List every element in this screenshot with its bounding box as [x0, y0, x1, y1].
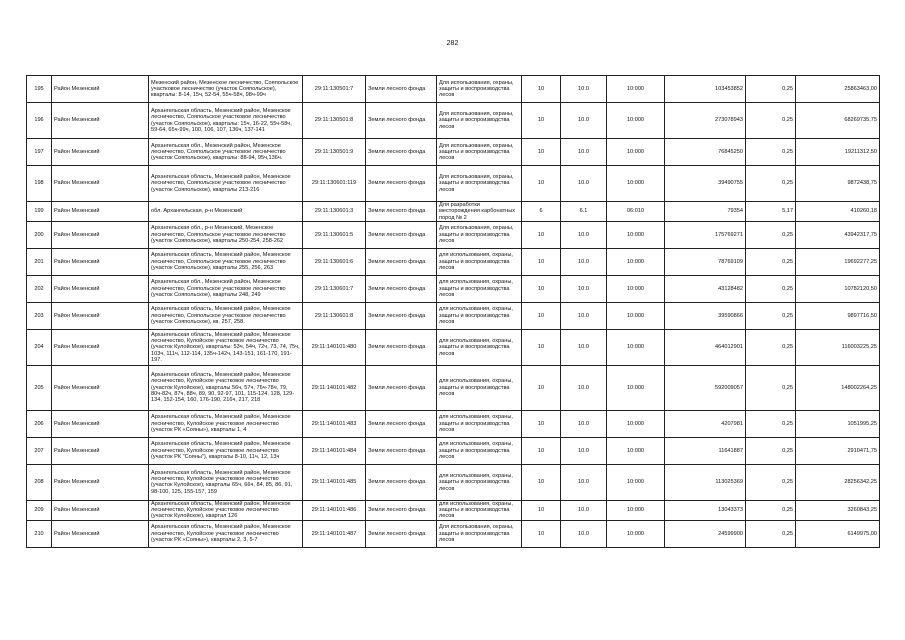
- cadastral-value-cell: 410260,18: [796, 202, 880, 222]
- area-cell: 4207981: [665, 410, 746, 437]
- group-code-cell: 10: [522, 166, 561, 202]
- district-cell: Район Мезенский: [52, 437, 149, 464]
- row-number: 202: [27, 275, 52, 302]
- permitted-use-cell: Для использования, охраны, защиты и воспроизводства лесов: [437, 76, 522, 103]
- cadastral-value-cell: 6149975,00: [796, 520, 880, 547]
- row-number: 197: [27, 139, 52, 166]
- group-code-cell: 10: [522, 275, 561, 302]
- permitted-use-cell: для использования, охраны, защиты и воспроизводства лесов: [437, 329, 522, 365]
- area-cell: 592009057: [665, 365, 746, 410]
- rate-cell: 0,25: [746, 103, 796, 139]
- table-row: [27, 275, 880, 302]
- subgroup-code-cell: 10.0: [561, 410, 607, 437]
- type-code-cell: 10:000: [607, 76, 665, 103]
- location-cell: Архангельская область, Мезенский район, Мезенское лесничество, Сояпольское участковое лесничество (участок Сояпольское), кв. 257, 258.: [149, 302, 303, 329]
- area-cell: 103453852: [665, 76, 746, 103]
- area-cell: 76845250: [665, 139, 746, 166]
- land-category-cell: Земли лесного фонда: [366, 365, 437, 410]
- rate-cell: 0,25: [746, 365, 796, 410]
- subgroup-code-cell: 10.0: [561, 500, 607, 520]
- permitted-use-cell: Для использования, охраны, защиты и воспроизводства лесов: [437, 166, 522, 202]
- table-row: [27, 437, 880, 464]
- type-code-cell: 10:000: [607, 139, 665, 166]
- district-cell: Район Мезенский: [52, 464, 149, 500]
- area-cell: 78769109: [665, 248, 746, 275]
- rate-cell: 0,25: [746, 221, 796, 248]
- area-cell: 464012901: [665, 329, 746, 365]
- area-cell: 79354: [665, 202, 746, 222]
- rate-cell: 0,25: [746, 302, 796, 329]
- rate-cell: 0,25: [746, 520, 796, 547]
- permitted-use-cell: Для использования, охраны, защиты и воспроизводства лесов: [437, 139, 522, 166]
- cadastral-number-cell: 29:11:130601:3: [303, 202, 366, 222]
- district-cell: Район Мезенский: [52, 275, 149, 302]
- cadastral-value-cell: 43942317,75: [796, 221, 880, 248]
- subgroup-code-cell: 6.1: [561, 202, 607, 222]
- subgroup-code-cell: 10.0: [561, 248, 607, 275]
- group-code-cell: 10: [522, 302, 561, 329]
- page-number: 282: [446, 40, 459, 47]
- row-number: 208: [27, 464, 52, 500]
- land-category-cell: Земли лесного фонда: [366, 520, 437, 547]
- land-category-cell: Земли лесного фонда: [366, 437, 437, 464]
- land-category-cell: Земли лесного фонда: [366, 166, 437, 202]
- area-cell: 13043373: [665, 500, 746, 520]
- group-code-cell: 10: [522, 139, 561, 166]
- group-code-cell: 10: [522, 410, 561, 437]
- cadastral-value-cell: 25863463,00: [796, 76, 880, 103]
- rate-cell: 0,25: [746, 139, 796, 166]
- area-cell: 39490755: [665, 166, 746, 202]
- location-cell: Архангельская область, Мезенский район, Мезенское лесничество, Кулойское участковое лесничество (участок Кулойское), квартал 126: [149, 500, 303, 520]
- cadastral-number-cell: 29:11:140101:485: [303, 464, 366, 500]
- type-code-cell: 10:000: [607, 410, 665, 437]
- row-number: 200: [27, 221, 52, 248]
- rate-cell: 0,25: [746, 166, 796, 202]
- group-code-cell: 10: [522, 365, 561, 410]
- subgroup-code-cell: 10.0: [561, 302, 607, 329]
- cadastral-value-cell: 9897716,50: [796, 302, 880, 329]
- location-cell: Архангельская обл., Мезенский район, Мезенское лесничество, Сояпольское участковое лесничество (участок Сояпольское), кварталы: 88-94, 95ч,136ч.: [149, 139, 303, 166]
- type-code-cell: 10:000: [607, 302, 665, 329]
- permitted-use-cell: для использования, охраны, защиты и воспроизводства лесов: [437, 500, 522, 520]
- row-number: 206: [27, 410, 52, 437]
- type-code-cell: 10:000: [607, 166, 665, 202]
- area-cell: 11641887: [665, 437, 746, 464]
- location-cell: Архангельская обл., р-н Мезенский, Мезенское лесничество, Сояпольское участковое лесничество (участок Сояпольское), кварталы 250-254, 258-262: [149, 221, 303, 248]
- district-cell: Район Мезенский: [52, 365, 149, 410]
- cadastral-value-cell: 1051995,25: [796, 410, 880, 437]
- permitted-use-cell: Для разработки месторождения карбонатных пород № 2: [437, 202, 522, 222]
- district-cell: Район Мезенский: [52, 500, 149, 520]
- permitted-use-cell: Для использования, охраны, защиты и воспроизводства лесов: [437, 221, 522, 248]
- area-cell: 175769271: [665, 221, 746, 248]
- land-category-cell: Земли лесного фонда: [366, 139, 437, 166]
- rate-cell: 0,25: [746, 410, 796, 437]
- table-row: [27, 221, 880, 248]
- district-cell: Район Мезенский: [52, 221, 149, 248]
- type-code-cell: 10:000: [607, 464, 665, 500]
- table-row: [27, 166, 880, 202]
- row-number: 201: [27, 248, 52, 275]
- group-code-cell: 10: [522, 520, 561, 547]
- location-cell: Архангельская область, Мезенский район, Мезенское лесничество, Кулойское участковое лесничество (участок Кулойское), кварталы 65ч, 66ч, 84, 85, 86, 91, 98-100, 125, 155-157, 159: [149, 464, 303, 500]
- table-row: [27, 365, 880, 410]
- row-number: 209: [27, 500, 52, 520]
- cadastral-value-cell: 3260843,25: [796, 500, 880, 520]
- group-code-cell: 10: [522, 437, 561, 464]
- cadastral-number-cell: 29:11:130501:8: [303, 103, 366, 139]
- cadastral-number-cell: 29:11:130601:6: [303, 248, 366, 275]
- cadastral-value-cell: 19211312,50: [796, 139, 880, 166]
- group-code-cell: 6: [522, 202, 561, 222]
- cadastral-number-cell: 29:11:130601:8: [303, 302, 366, 329]
- permitted-use-cell: Для использования, охраны, защиты и воспроизводства лесов: [437, 520, 522, 547]
- location-cell: Архангельская область, Мезенский район, Мезенское лесничество, Кулойское участковое лесничество (участок РК "Сояны"), кварталы 8-10, 11ч, 12, 13ч: [149, 437, 303, 464]
- table-row: [27, 464, 880, 500]
- rate-cell: 0,25: [746, 329, 796, 365]
- group-code-cell: 10: [522, 464, 561, 500]
- area-cell: 43128482: [665, 275, 746, 302]
- rate-cell: 0,25: [746, 248, 796, 275]
- rate-cell: 5,17: [746, 202, 796, 222]
- permitted-use-cell: для использования, охраны, защиты и воспроизводства лесов: [437, 365, 522, 410]
- subgroup-code-cell: 10.0: [561, 275, 607, 302]
- table-row: [27, 103, 880, 139]
- row-number: 196: [27, 103, 52, 139]
- area-cell: 24599900: [665, 520, 746, 547]
- cadastral-value-cell: 2910471,75: [796, 437, 880, 464]
- row-number: 205: [27, 365, 52, 410]
- land-category-cell: Земли лесного фонда: [366, 248, 437, 275]
- location-cell: Архангельская область, Мезенский район, Мезенское лесничество, Кулойское участковое лесничество (участок Кулойское), кварталы: 53ч, 54ч, 72ч, 73, 74, 75ч, 103ч, 111ч, 112-114, 135ч-142ч, 143-151, 161-170, 191-197.: [149, 329, 303, 365]
- district-cell: Район Мезенский: [52, 202, 149, 222]
- location-cell: Архангельская область, Мезенский район, Мезенское лесничество, Сояпольское участковое лесничество (участок Сояпольское), кварталы 213-216: [149, 166, 303, 202]
- land-category-cell: Земли лесного фонда: [366, 221, 437, 248]
- cadastral-number-cell: 29:11:140101:480: [303, 329, 366, 365]
- location-cell: обл. Архангельская, р-н Мезенский: [149, 202, 303, 222]
- cadastral-number-cell: 29:11:140101:483: [303, 410, 366, 437]
- row-number: 203: [27, 302, 52, 329]
- land-category-cell: Земли лесного фонда: [366, 410, 437, 437]
- table-row: [27, 302, 880, 329]
- cadastral-value-cell: 28256342,25: [796, 464, 880, 500]
- table-row: [27, 76, 880, 103]
- row-number: 195: [27, 76, 52, 103]
- row-number: 210: [27, 520, 52, 547]
- permitted-use-cell: для использования, охраны, защиты и воспроизводства лесов: [437, 302, 522, 329]
- table-row: [27, 248, 880, 275]
- location-cell: Архангельская область, Мезенский район, Мезенское лесничество, Кулойское участковое лесничество (участок Кулойское), кварталы 56ч, 57ч, 76ч-78ч, 79, 80ч-82ч, 87ч, 88ч, 89, 90, 92-97, 101, 115-124, 128, 129-134, 152-154, 160, 176-190, 216ч, 217, 218: [149, 365, 303, 410]
- location-cell: Архангельская область, Мезенский район, Мезенское лесничество, Кулойское участковое лесничество (участок РК «Сояны»), кварталы 2, 3, 5-7: [149, 520, 303, 547]
- rate-cell: 0,25: [746, 464, 796, 500]
- permitted-use-cell: для использования, охраны, защиты и воспроизводства лесов: [437, 464, 522, 500]
- district-cell: Район Мезенский: [52, 76, 149, 103]
- area-cell: 113025369: [665, 464, 746, 500]
- district-cell: Район Мезенский: [52, 329, 149, 365]
- permitted-use-cell: для использования, охраны, защиты и воспроизводства лесов: [437, 275, 522, 302]
- group-code-cell: 10: [522, 103, 561, 139]
- land-category-cell: Земли лесного фонда: [366, 302, 437, 329]
- cadastral-number-cell: 29:11:140101:486: [303, 500, 366, 520]
- area-cell: 39590866: [665, 302, 746, 329]
- cadastral-value-cell: 10782120,50: [796, 275, 880, 302]
- cadastral-number-cell: 29:11:130601:7: [303, 275, 366, 302]
- district-cell: Район Мезенский: [52, 520, 149, 547]
- subgroup-code-cell: 10.0: [561, 464, 607, 500]
- table-row: [27, 329, 880, 365]
- subgroup-code-cell: 10.0: [561, 76, 607, 103]
- cadastral-number-cell: 29:11:140101:482: [303, 365, 366, 410]
- subgroup-code-cell: 10.0: [561, 139, 607, 166]
- location-cell: Мезенский район, Мезенское лесничество, Сояпольское участковое лесничество (участок Сояпольское), кварталы: 8-14, 15ч, 52-54, 55ч-58ч, 98ч-99ч: [149, 76, 303, 103]
- area-cell: 273078943: [665, 103, 746, 139]
- table-row: [27, 139, 880, 166]
- cadastral-number-cell: 29:11:130501:7: [303, 76, 366, 103]
- group-code-cell: 10: [522, 248, 561, 275]
- cadastral-value-cell: 68269735,75: [796, 103, 880, 139]
- type-code-cell: 10:000: [607, 365, 665, 410]
- cadastral-value-cell: 116003225,25: [796, 329, 880, 365]
- type-code-cell: 10:000: [607, 248, 665, 275]
- location-cell: Архангельская область, Мезенский район, Мезенское лесничество, Кулойское участковое лесничество (участок РК «Сояны»), кварталы 1, 4: [149, 410, 303, 437]
- type-code-cell: 10:000: [607, 520, 665, 547]
- location-cell: Архангельская область, Мезенский район, Мезенское лесничество, Сояпольское участковое лесничество (участок Сояпольское), кварталы 255, 256, 263: [149, 248, 303, 275]
- land-category-cell: Земли лесного фонда: [366, 202, 437, 222]
- land-category-cell: Земли лесного фонда: [366, 76, 437, 103]
- land-plots-table: [26, 75, 880, 548]
- land-category-cell: Земли лесного фонда: [366, 275, 437, 302]
- subgroup-code-cell: 10.0: [561, 103, 607, 139]
- table-row: [27, 410, 880, 437]
- subgroup-code-cell: 10.0: [561, 520, 607, 547]
- permitted-use-cell: для использования, охраны, защиты и воспроизводства лесов: [437, 437, 522, 464]
- land-category-cell: Земли лесного фонда: [366, 464, 437, 500]
- group-code-cell: 10: [522, 329, 561, 365]
- type-code-cell: 10:000: [607, 103, 665, 139]
- district-cell: Район Мезенский: [52, 248, 149, 275]
- table-row: [27, 202, 880, 222]
- subgroup-code-cell: 10.0: [561, 166, 607, 202]
- rate-cell: 0,25: [746, 76, 796, 103]
- land-category-cell: Земли лесного фонда: [366, 329, 437, 365]
- cadastral-value-cell: 19692277,25: [796, 248, 880, 275]
- permitted-use-cell: для использования, охраны, защиты и воспроизводства лесов: [437, 248, 522, 275]
- table-body: [27, 76, 880, 548]
- cadastral-number-cell: 29:11:140101:487: [303, 520, 366, 547]
- type-code-cell: 10:000: [607, 221, 665, 248]
- cadastral-value-cell: 148002264,25: [796, 365, 880, 410]
- type-code-cell: 10:000: [607, 275, 665, 302]
- rate-cell: 0,25: [746, 437, 796, 464]
- type-code-cell: 10:000: [607, 437, 665, 464]
- rate-cell: 0,25: [746, 275, 796, 302]
- district-cell: Район Мезенский: [52, 166, 149, 202]
- district-cell: Район Мезенский: [52, 103, 149, 139]
- cadastral-number-cell: 29:11:130501:9: [303, 139, 366, 166]
- location-cell: Архангельская область, Мезенский район, Мезенское лесничество, Сояпольское участковое лесничество (участок Сояпольское), кварталы: 15ч, 16-22, 55ч-58ч, 59-64, 65ч-99ч, 100, 106, 107, 136ч, 137-141: [149, 103, 303, 139]
- subgroup-code-cell: 10.0: [561, 329, 607, 365]
- cadastral-number-cell: 29:11:130601:5: [303, 221, 366, 248]
- land-category-cell: Земли лесного фонда: [366, 500, 437, 520]
- cadastral-number-cell: 29:11:130601:119: [303, 166, 366, 202]
- district-cell: Район Мезенский: [52, 410, 149, 437]
- table-row: [27, 520, 880, 547]
- cadastral-number-cell: 29:11:140101:484: [303, 437, 366, 464]
- group-code-cell: 10: [522, 500, 561, 520]
- type-code-cell: 10:000: [607, 329, 665, 365]
- subgroup-code-cell: 10.0: [561, 365, 607, 410]
- group-code-cell: 10: [522, 76, 561, 103]
- row-number: 199: [27, 202, 52, 222]
- group-code-cell: 10: [522, 221, 561, 248]
- type-code-cell: 06:010: [607, 202, 665, 222]
- row-number: 204: [27, 329, 52, 365]
- table-row: [27, 500, 880, 520]
- subgroup-code-cell: 10.0: [561, 221, 607, 248]
- cadastral-value-cell: 9872438,75: [796, 166, 880, 202]
- permitted-use-cell: Для использования, охраны, защиты и воспроизводства лесов: [437, 103, 522, 139]
- district-cell: Район Мезенский: [52, 302, 149, 329]
- row-number: 207: [27, 437, 52, 464]
- location-cell: Архангельская обл., Мезенский район, Мезенское лесничество, Сояпольское участковое лесничество (участок Сояпольское), кварталы 248, 249: [149, 275, 303, 302]
- row-number: 198: [27, 166, 52, 202]
- land-category-cell: Земли лесного фонда: [366, 103, 437, 139]
- district-cell: Район Мезенский: [52, 139, 149, 166]
- rate-cell: 0,25: [746, 500, 796, 520]
- permitted-use-cell: для использования, охраны, защиты и воспроизводства лесов: [437, 410, 522, 437]
- subgroup-code-cell: 10.0: [561, 437, 607, 464]
- type-code-cell: 10:000: [607, 500, 665, 520]
